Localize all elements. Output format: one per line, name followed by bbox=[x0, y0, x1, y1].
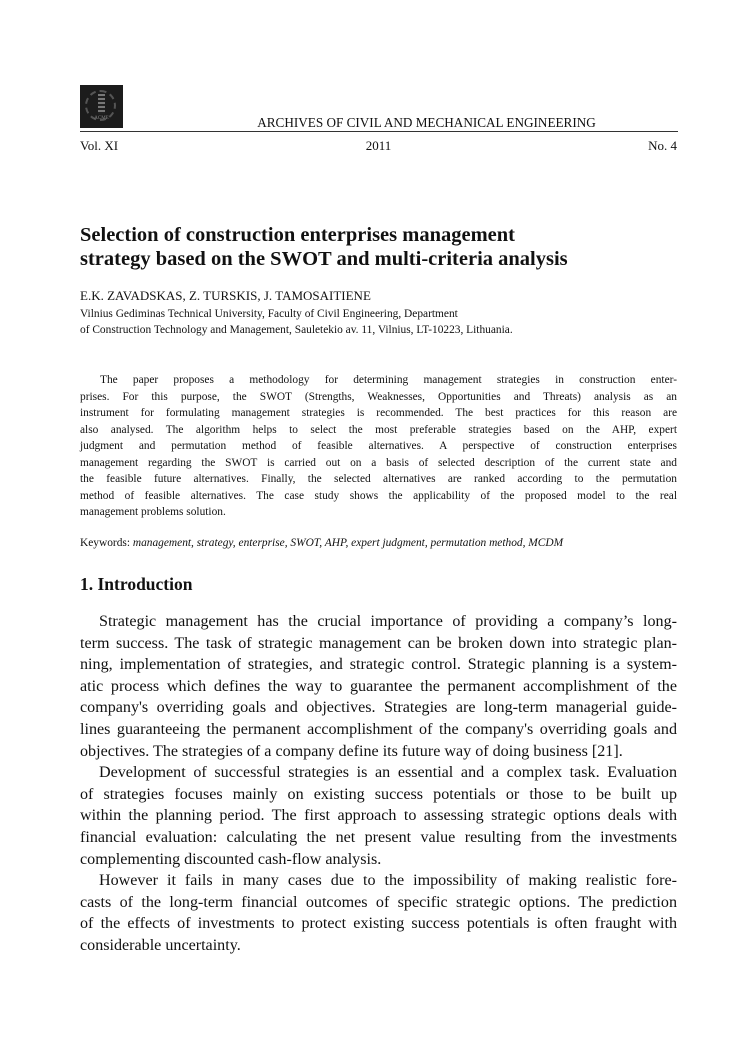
text-line: management problems solution. bbox=[80, 506, 226, 518]
volume: Vol. XI bbox=[80, 138, 119, 153]
text-line: of strategies focuses mainly on existing success potentials or those to be built up bbox=[80, 785, 677, 803]
affiliation-line: Vilnius Gediminas Technical University, Faculty of Civil Engineering, Department bbox=[80, 308, 458, 320]
section-heading: 1. Introduction bbox=[80, 574, 193, 594]
text-line: of the effects of investments to protect existing success potentials is often fraught with bbox=[80, 915, 677, 933]
text-line: management regarding the SWOT is carried out on a basis of selected description of the current state and bbox=[80, 456, 677, 469]
text-line: financial evaluation: calculating the net present value resulting from the investments bbox=[80, 828, 677, 846]
issue-number: No. 4 bbox=[648, 138, 677, 153]
logo-text: ACME bbox=[94, 116, 109, 121]
affiliation bbox=[80, 306, 513, 338]
keywords bbox=[80, 537, 563, 549]
building-icon bbox=[98, 94, 105, 114]
text-line: Strategic management has the crucial importance of providing a company’s long- bbox=[99, 613, 677, 630]
paper-title bbox=[80, 223, 568, 271]
text-line: atic process which defines the way to guarantee the permanent accomplishment of the bbox=[80, 677, 677, 695]
text-line: objectives. The strategies of a company define its future way of doing business [21]. bbox=[80, 742, 623, 760]
text-line: Development of successful strategies is an essential and a complex task. Evaluation bbox=[99, 764, 677, 782]
abstract bbox=[80, 372, 677, 521]
affiliation-line: of Construction Technology and Management, Sauletekio av. 11, Vilnius, LT-10223, Lithuania. bbox=[80, 324, 513, 336]
text-line: method of feasible alternatives. The case study shows the applicability of the proposed model to the real bbox=[80, 489, 677, 502]
title-line: strategy based on the SWOT and multi-criteria analysis bbox=[80, 248, 568, 270]
text-line: However it fails in many cases due to the impossibility of making realistic fore- bbox=[99, 872, 677, 890]
keywords-list: management, strategy, enterprise, SWOT, AHP, expert judgment, permutation method, MCDM bbox=[132, 537, 564, 549]
text-line: also analysed. The algorithm helps to select the most preferable strategies based on the AHP, expert bbox=[80, 423, 677, 436]
text-line: The paper proposes a methodology for determining management strategies in construction enter- bbox=[100, 374, 677, 386]
journal-title: ARCHIVES OF CIVIL AND MECHANICAL ENGINEERING bbox=[257, 115, 596, 130]
text-line: prises. For this purpose, the SWOT (Strengths, Weaknesses, Opportunities and Threats) analysis as an bbox=[80, 390, 677, 403]
keywords-label: Keywords: bbox=[80, 537, 133, 549]
text-line: company's overriding goals and objectives. Strategies are long-term managerial guide- bbox=[80, 699, 677, 717]
text-line: within the planning period. The first approach to assessing strategic options deals with bbox=[80, 807, 677, 825]
issue-info bbox=[80, 138, 677, 154]
text-line: casts of the long-term financial outcomes of specific strategic options. The prediction bbox=[80, 893, 677, 911]
title-line: Selection of construction enterprises management bbox=[80, 224, 515, 246]
text-line: considerable uncertainty. bbox=[80, 936, 241, 954]
text-line: lines guaranteeing the permanent accomplishment of the company's overriding goals and bbox=[80, 720, 677, 738]
authors: E.K. ZAVADSKAS, Z. TURSKIS, J. TAMOSAITIENE bbox=[80, 288, 371, 303]
text-line: complementing discounted cash-flow analysis. bbox=[80, 850, 382, 868]
text-line: judgment and permutation method of feasible alternatives. A perspective of construction enterprises bbox=[80, 440, 677, 452]
year: 2011 bbox=[365, 138, 392, 153]
header-rule bbox=[80, 131, 678, 132]
section-body bbox=[80, 611, 677, 957]
text-line: the feasible future alternatives. Finally, the selected alternatives are ranked according to the permutation bbox=[80, 473, 677, 485]
text-line: term success. The task of strategic management can be broken down into strategic plan- bbox=[80, 634, 677, 652]
journal-name bbox=[80, 115, 677, 131]
text-line: instrument for formulating management strategies is recommended. The best practices for this reason are bbox=[80, 407, 677, 419]
text-line: ning, implementation of strategies, and strategic control. Strategic planning is a system- bbox=[80, 656, 677, 674]
